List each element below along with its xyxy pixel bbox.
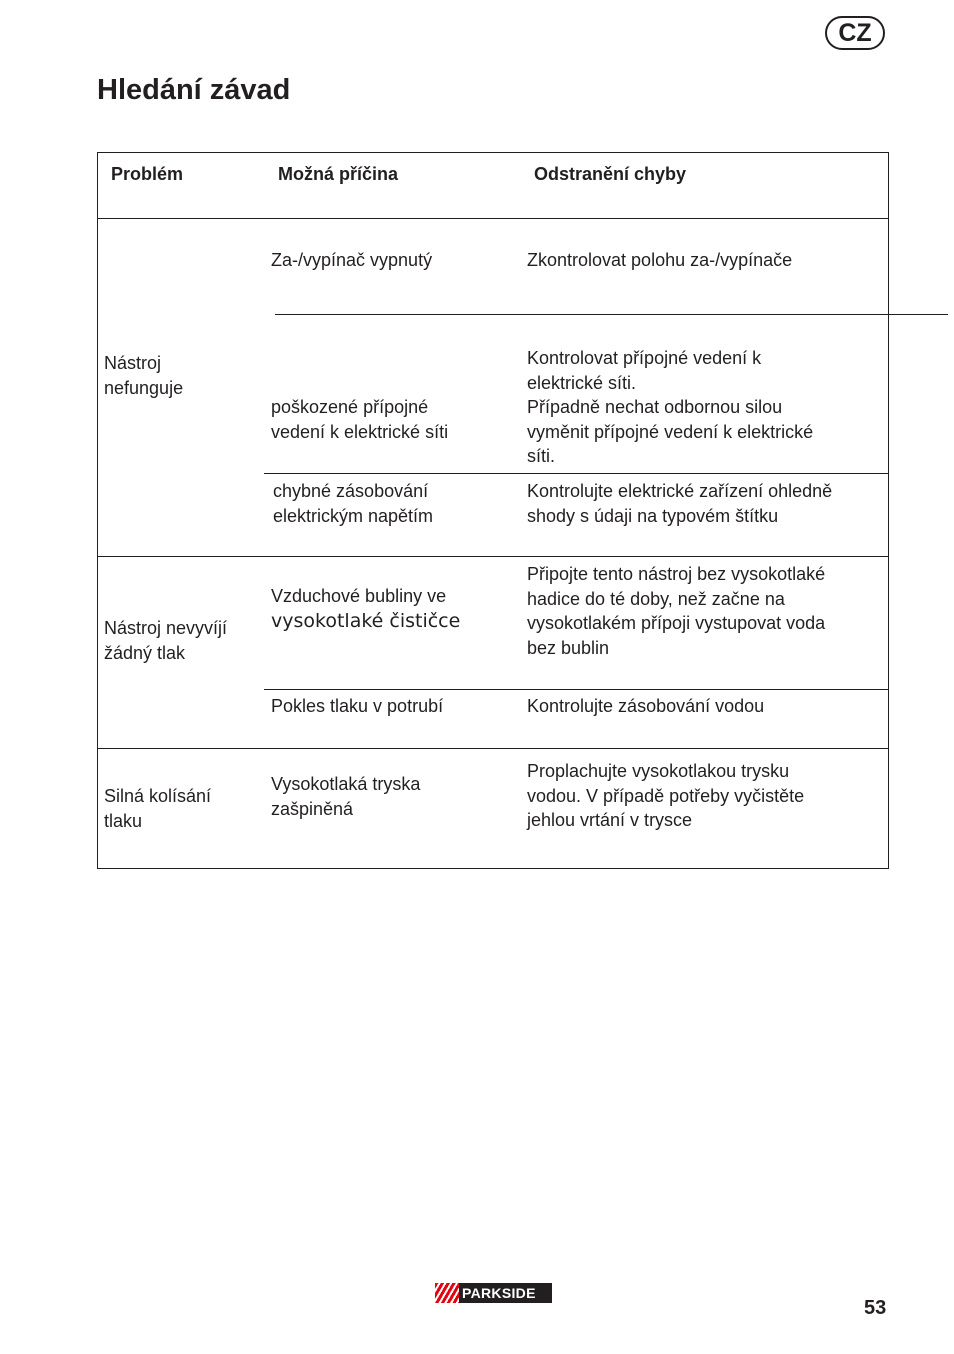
remedy-cell: Kontrolujte zásobování vodou <box>527 696 765 716</box>
column-header-remedy: Odstranění chyby <box>534 164 687 184</box>
row-divider <box>264 473 888 474</box>
row-divider <box>264 689 888 690</box>
cause-cell: poškozené přípojné vedení k elektrické síti <box>271 397 449 442</box>
logo-stripes-icon <box>435 1283 459 1303</box>
cause-cell: Pokles tlaku v potrubí <box>271 696 444 716</box>
remedy-cell: Připojte tento nástroj bez vysokotlaké hadice do té doby, než začne na vysokotlakém přípoji vystupovat voda bez bublin <box>527 564 826 658</box>
cause-cell: chybné zásobování elektrickým napětím <box>273 481 434 526</box>
group-divider <box>98 556 888 557</box>
remedy-cell: Kontrolujte elektrické zařízení ohledně shody s údaji na typovém štítku <box>527 481 833 526</box>
language-code: CZ <box>838 18 872 47</box>
column-header-problem: Problém <box>111 164 184 184</box>
page-number: 53 <box>864 1297 887 1319</box>
row-divider-extended <box>275 314 948 315</box>
group-divider <box>98 748 888 749</box>
problem-cell: Nástroj nevyvíjí žádný tlak <box>104 618 228 663</box>
troubleshooting-table <box>97 152 889 869</box>
header-divider <box>98 218 888 219</box>
page-title: Hledání závad <box>97 74 291 106</box>
problem-cell: Silná kolísání tlaku <box>104 786 212 831</box>
remedy-cell: Kontrolovat přípojné vedení k elektrické síti. Případně nechat odbornou silou vyměnit přípojné vedení k elektrické síti. <box>527 348 814 466</box>
problem-cell: Nástroj nefunguje <box>104 353 184 398</box>
remedy-cell: Proplachujte vysokotlakou trysku vodou. V případě potřeby vyčistěte jehlou vrtání v trysce <box>527 761 805 830</box>
remedy-cell: Zkontrolovat polohu za-/vypínače <box>527 250 793 270</box>
language-badge <box>825 16 885 50</box>
cause-cell: Za-/vypínač vypnutý <box>271 250 433 270</box>
column-header-cause: Možná příčina <box>278 164 399 184</box>
parkside-logo <box>435 1283 552 1303</box>
brand-name: PARKSIDE <box>462 1285 536 1301</box>
cause-cell: Vzduchové bubliny ve vysokotlaké čističce <box>271 586 461 632</box>
cause-cell: Vysokotlaká tryska zašpiněná <box>271 774 421 819</box>
